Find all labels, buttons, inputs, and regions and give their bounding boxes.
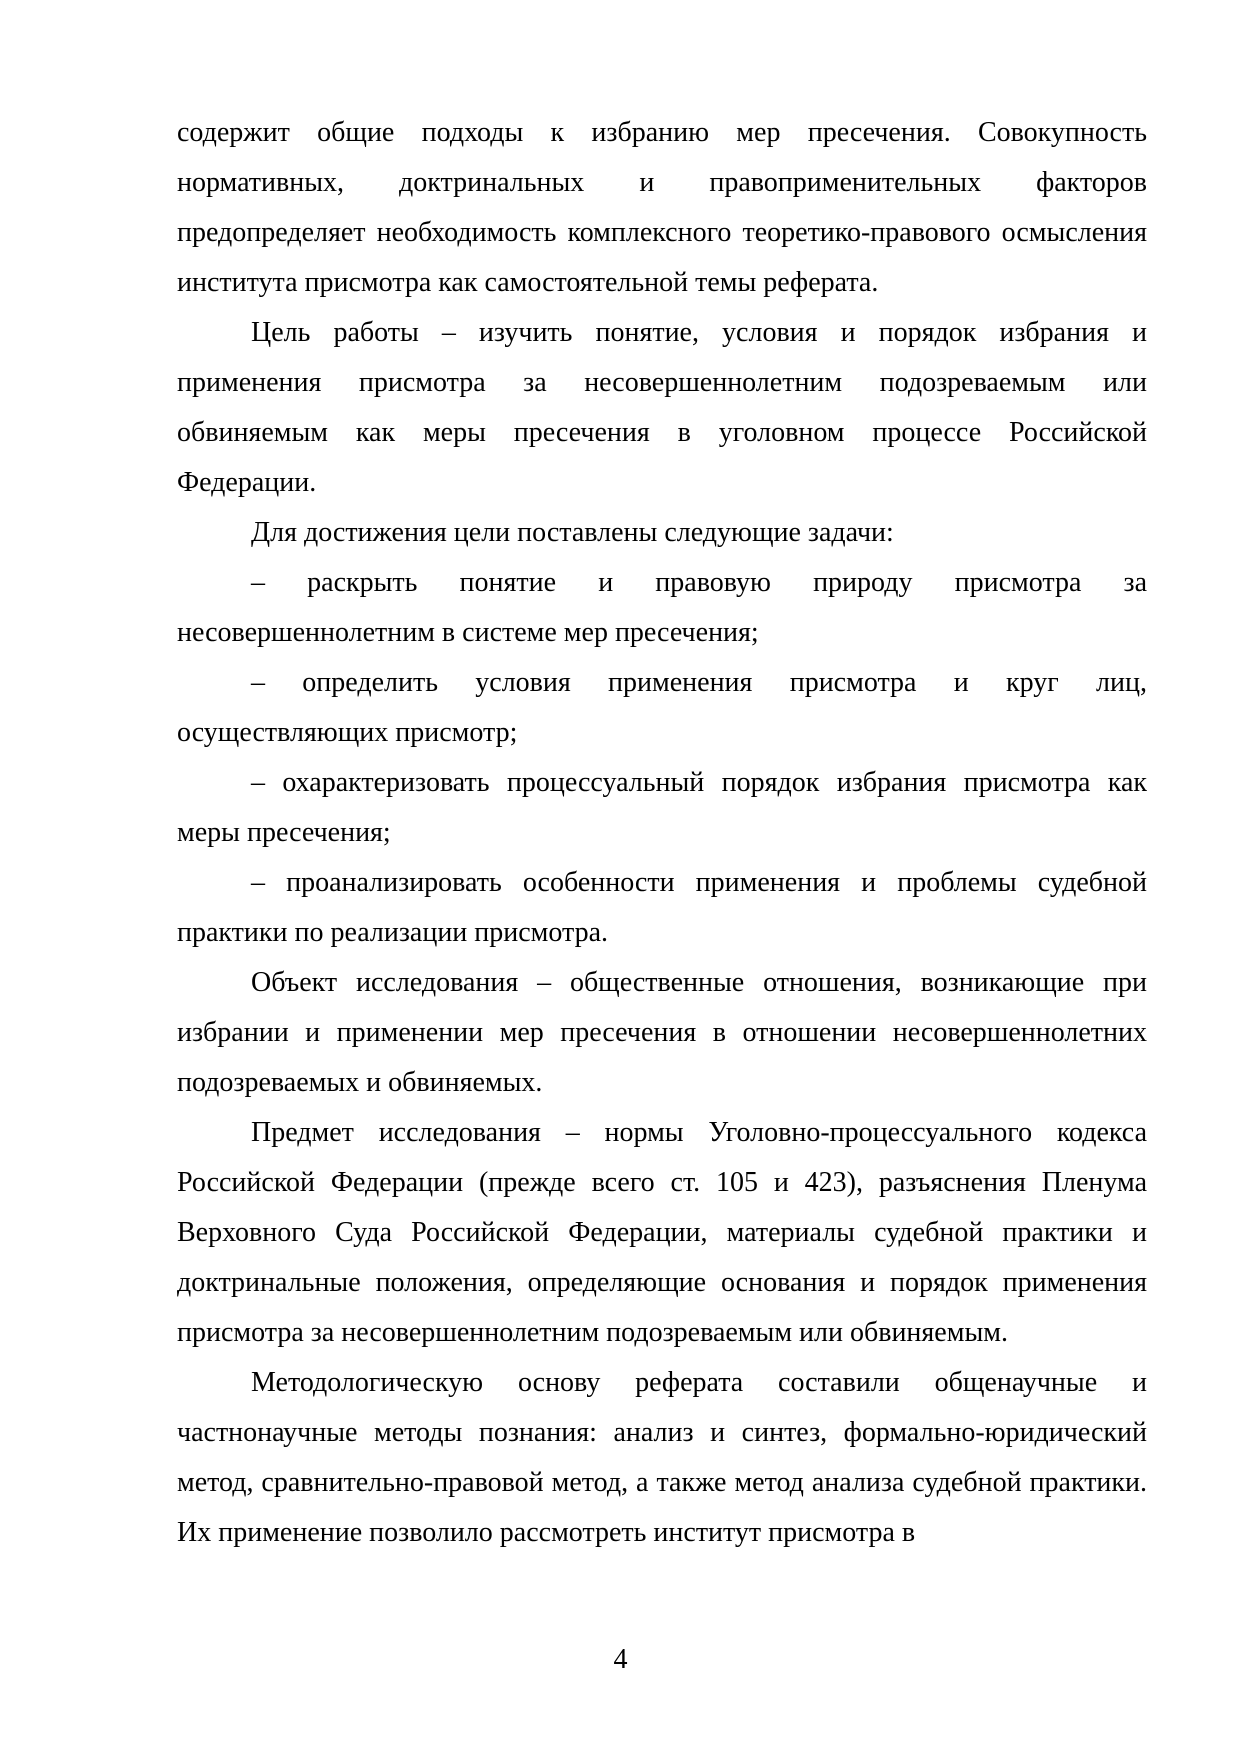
paragraph-subject: Предмет исследования – нормы Уголовно-процессуального кодекса Российской Федерации (прежде всего ст. 105 и 423), разъяснения Пленума Верховного Суда Российской Федерации, материалы судебной практики и доктринальные положения, определяющие основания и порядок применения присмотра за несовершеннолетним подозреваемым или обвиняемым. [177, 1117, 1147, 1348]
paragraph-methodology: Методологическую основу реферата составили общенаучные и частнонаучные методы познания: анализ и синтез, формально-юридический метод, сравнительно-правовой метод, а также метод анализа судебной практики. Их применение позволило рассмотреть институт присмотра в [177, 1367, 1147, 1548]
paragraph-object: Объект исследования – общественные отношения, возникающие при избрании и применении мер пресечения в отношении несовершеннолетних подозреваемых и обвиняемых. [177, 967, 1147, 1098]
task-item-4: – проанализировать особенности применения и проблемы судебной практики по реализации присмотра. [177, 867, 1147, 948]
paragraph-goal: Цель работы – изучить понятие, условия и порядок избрания и применения присмотра за несовершеннолетним подозреваемым или обвиняемым как меры пресечения в уголовном процессе Российской Федерации. [177, 317, 1147, 498]
task-item-1: – раскрыть понятие и правовую природу присмотра за несовершеннолетним в системе мер пресечения; [177, 567, 1147, 648]
task-item-3: – охарактеризовать процессуальный порядок избрания присмотра как меры пресечения; [177, 767, 1147, 848]
paragraph-intro-continuation: содержит общие подходы к избранию мер пресечения. Совокупность нормативных, доктринальных и правоприменительных факторов предопределяет необходимость комплексного теоретико-правового осмысления института присмотра как самостоятельной темы реферата. [177, 117, 1147, 298]
task-item-2: – определить условия применения присмотра и круг лиц, осуществляющих присмотр; [177, 667, 1147, 748]
page-number: 4 [613, 1644, 628, 1675]
paragraph-tasks-intro: Для достижения цели поставлены следующие задачи: [251, 517, 894, 548]
document-body [177, 108, 1147, 1558]
